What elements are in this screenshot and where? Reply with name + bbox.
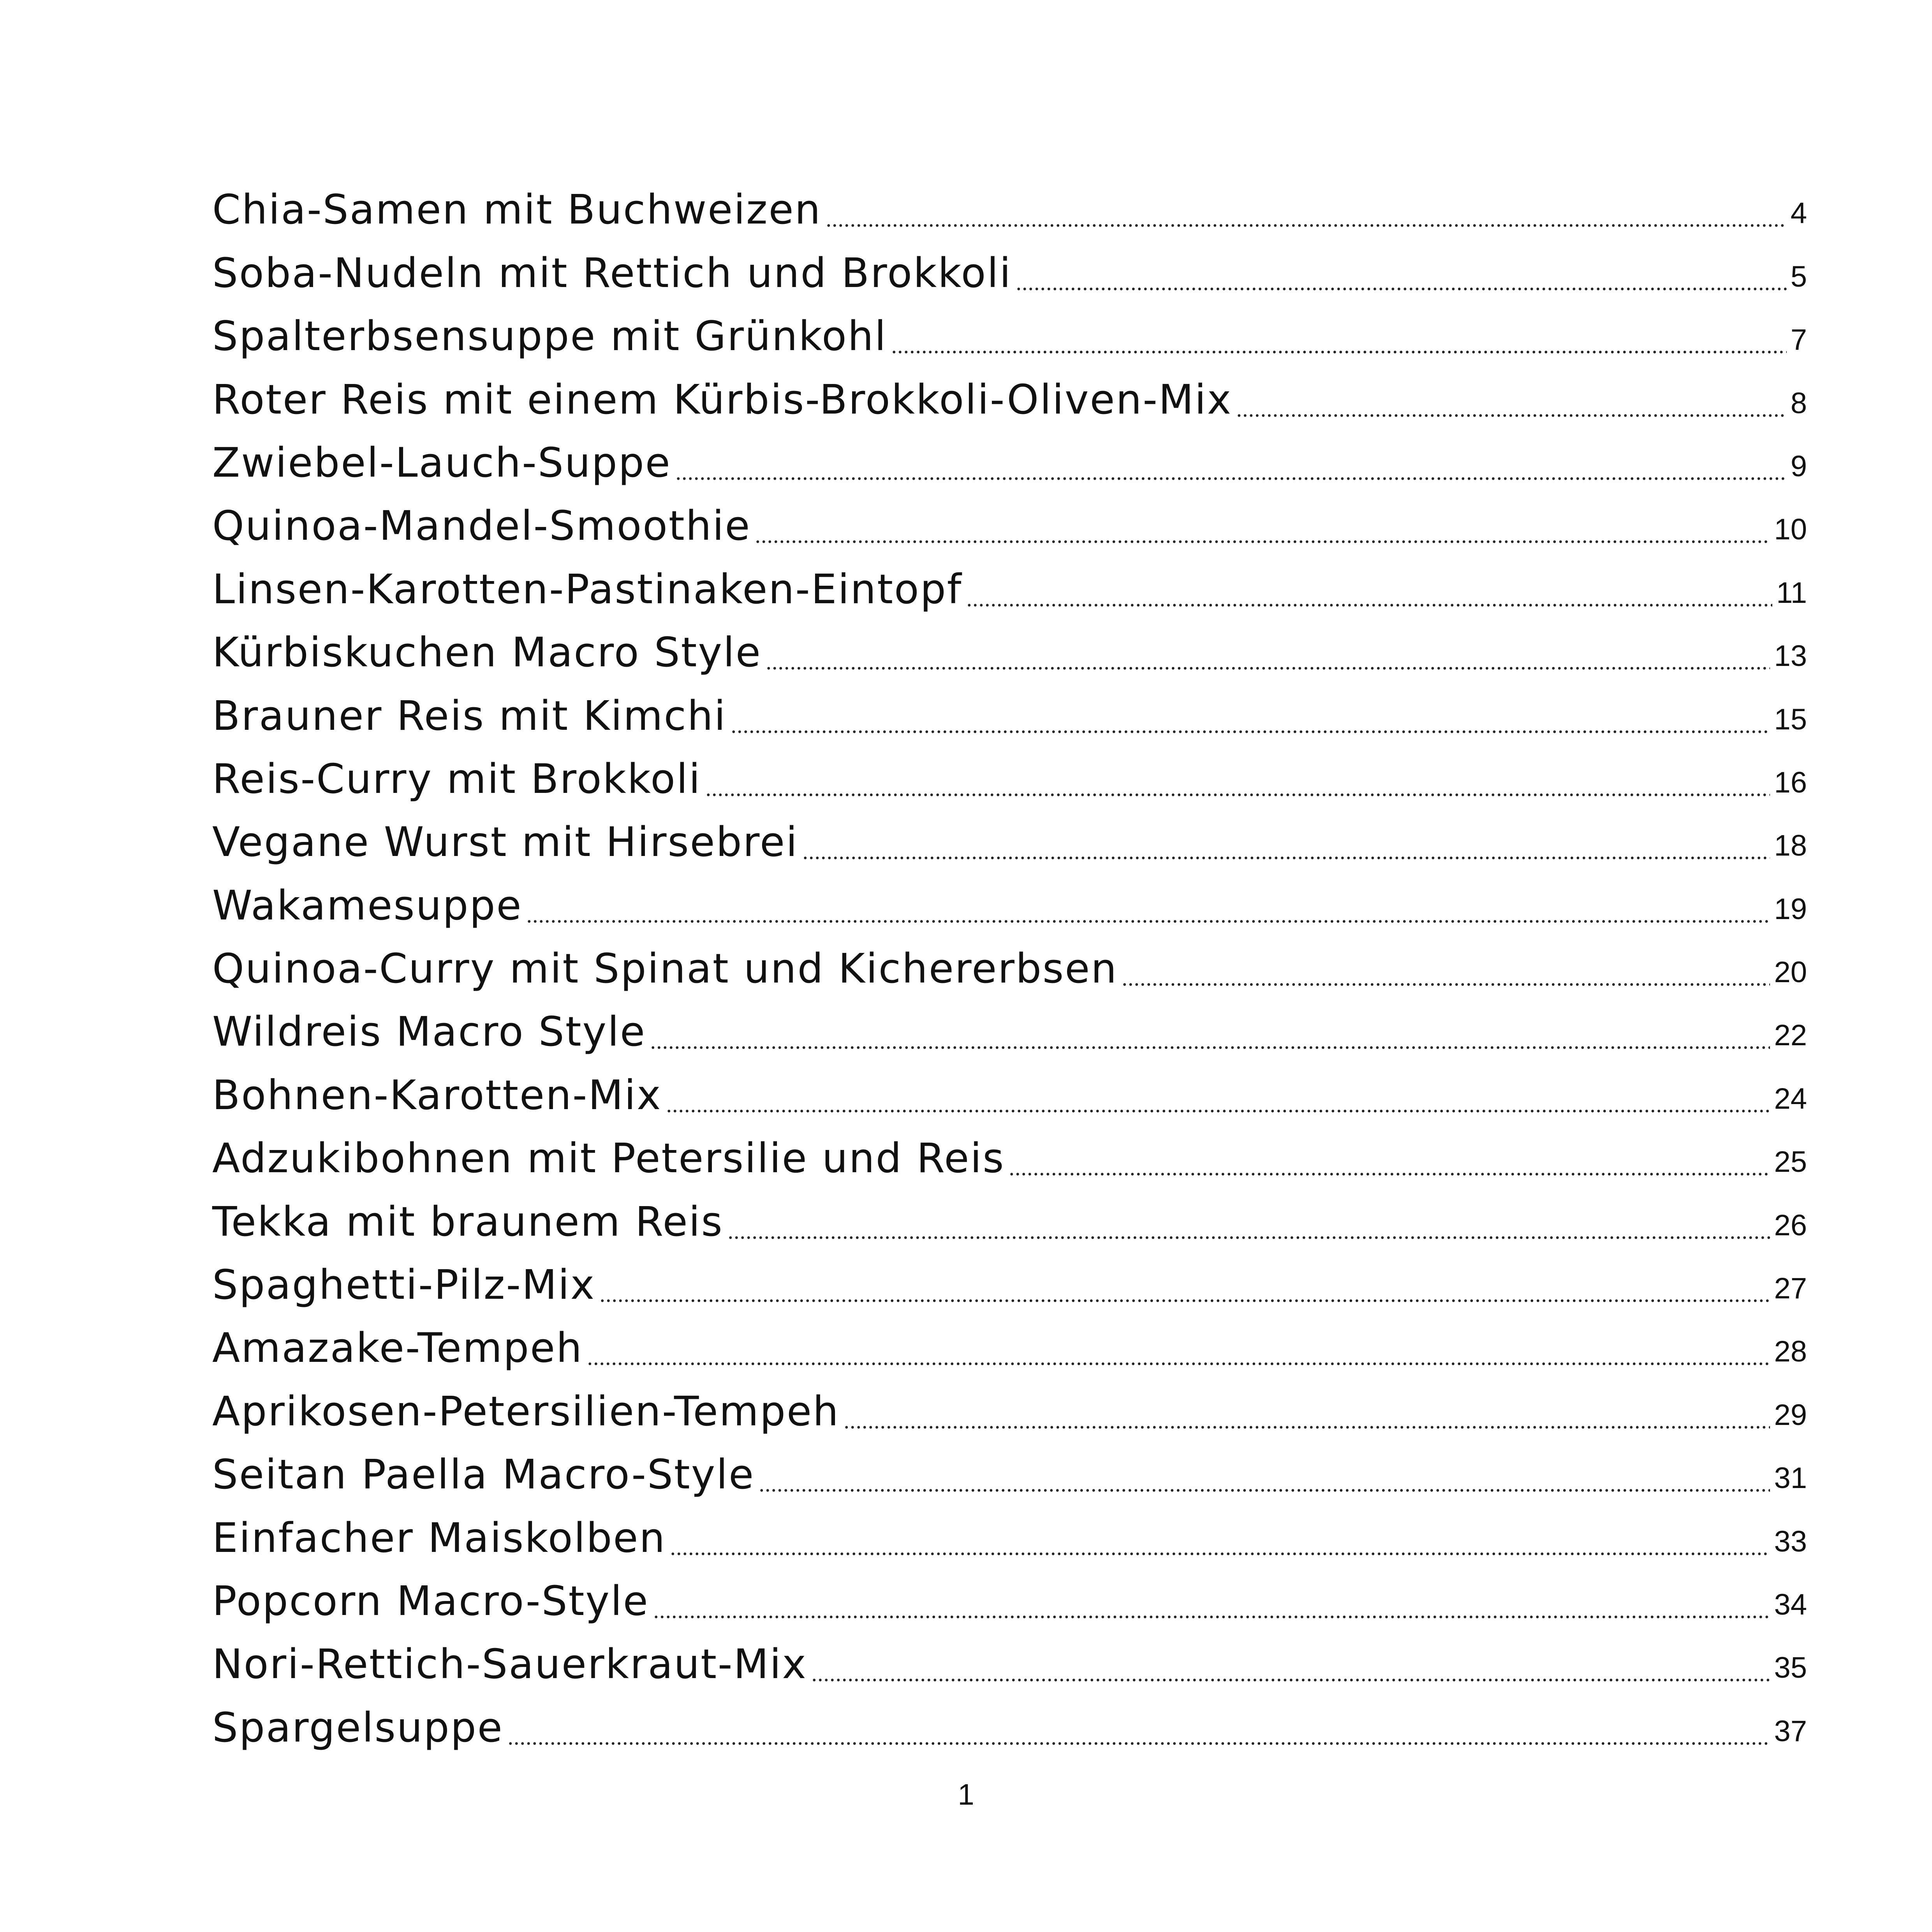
toc-entry-page: 22 [1774, 1019, 1807, 1052]
dot-leader [826, 224, 1787, 227]
toc-entry-title: Adzukibohnen mit Petersilie und Reis [212, 1134, 1005, 1182]
toc-entry-page: 10 [1774, 513, 1807, 546]
toc-entry-title: Spalterbsensuppe mit Grünkohl [212, 312, 887, 360]
toc-entry-title: Bohnen-Karotten-Mix [212, 1071, 662, 1119]
dot-leader [891, 350, 1787, 354]
toc-entry-page: 29 [1774, 1398, 1807, 1432]
dot-leader [675, 477, 1787, 481]
toc-entry[interactable] [212, 428, 1807, 491]
toc-entry[interactable] [212, 175, 1807, 238]
toc-entry-title: Reis-Curry mit Brokkoli [212, 755, 701, 803]
toc-entry[interactable] [212, 1693, 1807, 1756]
toc-entry[interactable] [212, 365, 1807, 428]
toc-entry-page: 28 [1774, 1335, 1807, 1368]
toc-entry-title: Kürbiskuchen Macro Style [212, 629, 762, 676]
toc-entry[interactable] [212, 618, 1807, 681]
dot-leader [844, 1425, 1770, 1429]
dot-leader [802, 856, 1770, 860]
toc-entry-page: 16 [1774, 766, 1807, 799]
toc-entry[interactable] [212, 1630, 1807, 1693]
toc-entry-title: Tekka mit braunem Reis [212, 1198, 724, 1245]
toc-entry-title: Brauner Reis mit Kimchi [212, 692, 727, 740]
toc-entry-page: 8 [1790, 386, 1807, 420]
toc-entry[interactable] [212, 808, 1807, 871]
dot-leader [653, 1615, 1770, 1619]
toc-entry[interactable] [212, 934, 1807, 997]
toc-entry-title: Wildreis Macro Style [212, 1008, 646, 1056]
toc-entry-title: Quinoa-Mandel-Smoothie [212, 502, 751, 550]
toc-entry[interactable] [212, 1567, 1807, 1630]
toc-entry[interactable] [212, 1503, 1807, 1566]
toc-entry-title: Soba-Nudeln mit Rettich und Brokkoli [212, 249, 1012, 297]
dot-leader [666, 1109, 1770, 1113]
toc-entry-title: Quinoa-Curry mit Spinat und Kichererbsen [212, 945, 1118, 993]
dot-leader [650, 1046, 1770, 1050]
dot-leader [526, 919, 1770, 923]
toc-entry-page: 33 [1774, 1525, 1807, 1558]
dot-leader [1122, 983, 1770, 986]
toc-entry-page: 25 [1774, 1145, 1807, 1179]
toc-entry-page: 20 [1774, 956, 1807, 989]
dot-leader [507, 1742, 1770, 1745]
toc-entry-page: 7 [1790, 323, 1807, 357]
toc-entry-page: 37 [1774, 1714, 1807, 1748]
dot-leader [1236, 414, 1787, 417]
dot-leader [670, 1552, 1770, 1556]
toc-entry-page: 24 [1774, 1082, 1807, 1115]
toc-entry-title: Einfacher Maiskolben [212, 1514, 666, 1562]
toc-entry[interactable] [212, 1187, 1807, 1250]
dot-leader [1009, 1172, 1770, 1176]
dot-leader [705, 793, 1770, 797]
toc-entry-page: 18 [1774, 829, 1807, 863]
toc-entry-page: 5 [1790, 260, 1807, 293]
toc-entry[interactable] [212, 1124, 1807, 1187]
toc-entry[interactable] [212, 1440, 1807, 1503]
toc-entry-page: 27 [1774, 1272, 1807, 1305]
toc-entry[interactable] [212, 871, 1807, 934]
page-number: 1 [958, 1778, 974, 1811]
toc-entry-title: Linsen-Karotten-Pastinaken-Eintopf [212, 565, 963, 613]
dot-leader [1016, 287, 1786, 291]
toc-entry[interactable] [212, 997, 1807, 1060]
toc-entry-title: Nori-Rettich-Sauerkraut-Mix [212, 1640, 807, 1688]
toc-entry-title: Chia-Samen mit Buchweizen [212, 186, 822, 234]
toc-entry-page: 26 [1774, 1208, 1807, 1242]
dot-leader [599, 1299, 1770, 1303]
toc-entry[interactable] [212, 491, 1807, 555]
toc-entry-page: 9 [1790, 449, 1807, 483]
toc-entry-title: Zwiebel-Lauch-Suppe [212, 439, 671, 486]
table-of-contents [212, 175, 1807, 1756]
toc-entry[interactable] [212, 1377, 1807, 1440]
toc-entry-title: Spaghetti-Pilz-Mix [212, 1261, 596, 1309]
toc-entry-title: Wakamesuppe [212, 881, 523, 929]
toc-entry-title: Amazake-Tempeh [212, 1324, 583, 1372]
dot-leader [731, 730, 1770, 734]
toc-entry[interactable] [212, 745, 1807, 808]
dot-leader [727, 1236, 1770, 1240]
dot-leader [755, 540, 1770, 544]
dot-leader [811, 1678, 1770, 1682]
toc-entry-page: 15 [1774, 703, 1807, 736]
toc-entry-title: Vegane Wurst mit Hirsebrei [212, 818, 799, 866]
toc-entry-title: Spargelsuppe [212, 1703, 504, 1751]
dot-leader [587, 1362, 1770, 1366]
toc-entry[interactable] [212, 302, 1807, 365]
toc-entry-page: 35 [1774, 1651, 1807, 1685]
toc-entry[interactable] [212, 1314, 1807, 1377]
toc-entry-page: 19 [1774, 892, 1807, 926]
toc-entry-page: 13 [1774, 639, 1807, 673]
toc-entry-title: Roter Reis mit einem Kürbis-Brokkoli-Oliven-Mix [212, 375, 1233, 423]
toc-entry[interactable] [212, 1250, 1807, 1314]
dot-leader [766, 666, 1770, 670]
toc-entry-title: Popcorn Macro-Style [212, 1577, 649, 1625]
dot-leader [759, 1488, 1770, 1492]
toc-entry[interactable] [212, 1060, 1807, 1124]
toc-entry-page: 31 [1774, 1462, 1807, 1495]
toc-entry-page: 4 [1790, 197, 1807, 230]
toc-entry-title: Seitan Paella Macro-Style [212, 1451, 755, 1499]
toc-entry[interactable] [212, 555, 1807, 618]
toc-entry-page: 11 [1776, 576, 1807, 609]
dot-leader [966, 603, 1772, 607]
toc-entry-page: 34 [1774, 1588, 1807, 1621]
toc-entry[interactable] [212, 681, 1807, 744]
toc-entry[interactable] [212, 238, 1807, 301]
toc-entry-title: Aprikosen-Petersilien-Tempeh [212, 1387, 840, 1435]
